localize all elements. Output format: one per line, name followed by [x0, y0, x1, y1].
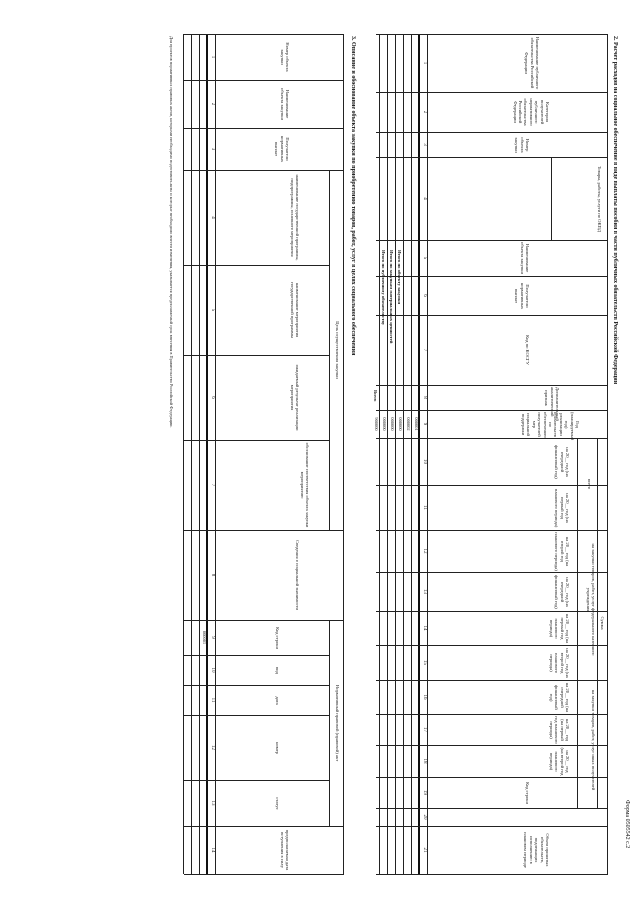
s2-year3-total: на 20__ год (на второй год планового периода)	[554, 532, 570, 571]
s2-row1	[411, 34, 412, 874]
s3-header-c1: Номер объекта закупки	[279, 42, 290, 72]
s3-colnum: 6	[210, 396, 215, 399]
s3-col-line	[184, 620, 344, 621]
s2-col-line	[376, 385, 608, 386]
s3-colnum: 14	[210, 847, 215, 853]
s2-grand-total-code: 900000	[374, 417, 379, 431]
s3-header-date: дата	[275, 696, 280, 705]
s2-total-code: 000000	[398, 417, 403, 431]
s2-year1-other: на 20__ год (на очередной финансовый год)	[548, 682, 570, 713]
s2-header-c67: Товары, работы, услуги по ОКПД	[597, 165, 602, 233]
s3-col-line	[184, 440, 330, 441]
s2-col-line	[376, 157, 608, 158]
s2-colnum: 19	[422, 790, 427, 795]
s2-code: 000002	[406, 417, 411, 431]
s2-sum-line	[597, 438, 598, 808]
s3-row3	[183, 34, 184, 874]
s2-header-fed-group: на закупки товаров, работ, услуг федерального казенного учреждения	[585, 543, 596, 656]
s2-sub-line	[551, 157, 552, 240]
s2-colnum: 14	[422, 625, 427, 631]
s2-col-line	[376, 680, 608, 681]
s2-header-c2: Категория получателей публичного нормативного обязательства Российской Федерации	[512, 98, 550, 126]
s2-header-c8: Код по КОСГУ	[525, 335, 530, 365]
s2-col-line	[376, 92, 608, 93]
s2-header-c10: Год (планируемый год) реализации обязательств по обеспечению получателей мер социальной поддержки	[520, 412, 580, 441]
s3-col-line	[184, 826, 344, 827]
s3-col-line	[184, 655, 330, 656]
s2-colnum: 4	[422, 197, 427, 200]
s2-group-line	[577, 438, 578, 808]
s2-header-sum: Сумма	[600, 616, 605, 630]
s2-header-code: Код строки	[525, 782, 530, 804]
s2-colnum: 3	[422, 143, 427, 146]
s3-col-line	[184, 530, 344, 531]
s2-border-top	[607, 34, 608, 874]
s3-colnum: 9	[210, 636, 215, 639]
s3-row2	[191, 34, 192, 874]
s3-col-line	[184, 355, 330, 356]
s3-border-top	[343, 34, 344, 874]
s2-year3-fed: на 20__ год (на второй год планового периода)	[548, 648, 570, 678]
s3-act-line	[329, 620, 330, 826]
s2-col-line	[376, 777, 608, 778]
s2-header-c5: Получатели нормативных выплат	[514, 282, 530, 310]
s3-colnum: 12	[210, 745, 215, 750]
s2-row5	[379, 34, 380, 874]
s2-year3-other: на 20__ год (на второй год планового периода)	[548, 747, 570, 776]
s3-colnum: 1	[210, 55, 215, 59]
s2-col-line	[376, 611, 608, 612]
s3-colnum: 10	[210, 667, 215, 673]
s2-header-c9: Дополнительный аналитический признак	[544, 387, 560, 421]
s2-col-line	[376, 808, 608, 809]
s3-col-line	[184, 128, 344, 129]
s2-colnum: 9	[422, 422, 427, 426]
s3-header-c2: Наименование объекта закупки	[279, 88, 290, 120]
s2-col-line	[376, 826, 608, 827]
s2-colnum: 20	[422, 814, 427, 820]
s3-header-c6: ожидаемый результат реализации мероприятия	[289, 364, 300, 431]
s3-col-line	[184, 34, 344, 35]
s2-colnum: 13	[422, 589, 427, 594]
s2-header-c3: Номер объекта закупки	[514, 137, 530, 153]
s2-total-label: Итого по публичному обязательству	[381, 250, 386, 326]
s3-header-status: статус	[275, 797, 280, 810]
s3-col-line	[184, 874, 344, 875]
s2-row3	[395, 34, 396, 874]
s2-colnum: 6	[422, 294, 427, 297]
s2-col-line	[376, 485, 608, 486]
s3-colnum: 3	[210, 147, 215, 151]
s2-total-code: 000000	[390, 417, 395, 431]
section-3-title: 3. Описание и обоснование объекта закупки по приобретению товаров, работ, услуг в целях социального обеспечения	[350, 36, 356, 356]
s3-row1	[199, 34, 200, 874]
s2-colnum: 8	[422, 396, 427, 399]
s2-colnum: 18	[422, 758, 427, 764]
s2-row4	[387, 34, 388, 874]
s3-colnum: 5	[210, 308, 215, 312]
s3-col-line	[184, 685, 330, 686]
s3-col-line	[184, 780, 330, 781]
s2-col-line	[376, 530, 608, 531]
s2-col-line	[376, 645, 608, 646]
s3-code: 000001	[202, 630, 207, 645]
s2-col-line	[376, 572, 608, 573]
s2-colnum: 16	[422, 694, 427, 700]
s3-colnum: 4	[210, 216, 215, 219]
s3-header-vid: вид	[275, 667, 280, 674]
s2-total-label: Итого по объекту закупки	[397, 250, 402, 305]
s3-colnum: 11	[210, 697, 215, 703]
s2-col-line	[376, 276, 608, 277]
s2-col-line	[376, 240, 608, 241]
s2-colnum: 10	[422, 459, 427, 464]
s2-colnum: 15	[422, 660, 427, 665]
s3-header-normact: Нормативный правовой (правовой) акт	[335, 684, 340, 762]
s2-border-header-bottom	[427, 34, 428, 874]
s3-header-number: номер	[275, 742, 280, 754]
s2-year2-other: на 20__ год (на первый год планового периода)	[548, 716, 570, 744]
s2-col-line	[376, 745, 608, 746]
s2-col-line	[376, 132, 608, 133]
s2-colnum: 11	[422, 505, 427, 510]
s2-col-line	[376, 714, 608, 715]
s3-header-c15: предполагаемая дата вступления в силу	[279, 829, 290, 871]
s3-col-line	[184, 170, 344, 171]
s2-header-total: всего	[587, 478, 592, 490]
s2-colnum: 1	[422, 61, 427, 65]
s2-row2	[403, 34, 404, 874]
section-2-title: 2. Расчет расходов на социальное обеспечение в виде выплаты пособия в части публичных обязательств Российской Федерации	[612, 36, 618, 385]
s2-header-c1: Наименование публичного обязательства Российской Федерации	[524, 36, 540, 90]
s2-col-line	[376, 34, 608, 35]
s3-header-goal: Цель осуществления закупки	[335, 321, 340, 379]
s2-total-label: Итого по закупкам материальных ценностей	[389, 250, 394, 344]
s2-colnum: 17	[422, 727, 427, 732]
s2-colnum: 21	[422, 847, 427, 853]
s3-col-line	[184, 715, 330, 716]
s3-header-c4: наименование государственной программы, подпрограммы, основного мероприятия	[289, 174, 300, 261]
s3-col-line	[184, 265, 330, 266]
s3-header-c5: наименование мероприятия государственной программы	[289, 281, 300, 339]
s2-colnum: 12	[422, 548, 427, 554]
s3-colnum: 2	[210, 102, 215, 106]
s2-total-code: 000000	[382, 417, 387, 431]
s2-border-numbers	[418, 34, 420, 874]
s2-col-line	[376, 315, 608, 316]
s3-colnum: 13	[210, 800, 215, 806]
s3-header-c8: Сведения о социальной значимости	[295, 540, 300, 610]
form-label: Форма 0505542 с.2	[624, 800, 630, 849]
s2-code: 000001	[414, 417, 419, 431]
s3-numbers-line	[206, 34, 208, 874]
s3-header-c7: обоснование соответствия объекта закупки мероприятию	[299, 442, 310, 528]
s3-colnum: 8	[210, 573, 215, 577]
s3-colnum: 7	[210, 483, 215, 487]
s3-header-code: Код строки	[275, 627, 280, 649]
s2-year1-fed: на 20__ год (на очередной финансовый год)	[554, 575, 570, 609]
footnote: Для проектов нормативных правовых актов, которыми необходимо подготовить акты и которые необходимо внести изменения, указывается предполагаемый срок внесения в Правительство Российской Федерации.	[169, 36, 174, 428]
s2-colnum: 5	[422, 256, 427, 260]
s2-colnum: 2	[422, 110, 427, 114]
s2-year1-total: на 20__ год (на очередной финансовый год)	[554, 445, 570, 479]
s2-year2-fed: на 20__ год (на первый год планового периода)	[548, 613, 570, 644]
s3-goal-line	[329, 170, 330, 530]
s3-header-c3: Получатели нормативных выплат	[274, 135, 290, 163]
s2-grand-total-label: Всего	[373, 390, 378, 402]
s2-colnum: 7	[422, 348, 427, 352]
s2-header-c4: Наименование объекта закупки	[519, 242, 530, 274]
s2-header-other-group: на закупки товаров, работ, услуг иных получателей	[591, 689, 596, 791]
s2-year2-total: на 20__ год (на первый год планового периода)	[554, 488, 570, 528]
s2-col-line	[376, 874, 608, 875]
s3-col-line	[184, 80, 344, 81]
s2-header-c21: Объем принятых обязательств, подлежащих исполнению в плановом периоде	[523, 832, 550, 868]
s3-header-bottom	[215, 34, 216, 874]
